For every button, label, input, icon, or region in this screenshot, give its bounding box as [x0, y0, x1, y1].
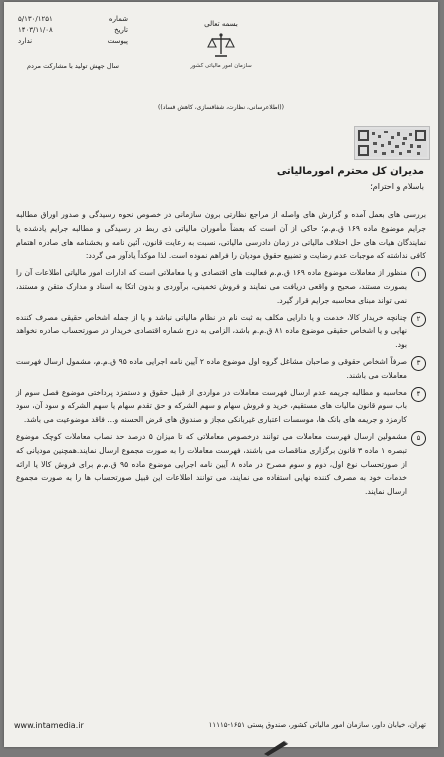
item-text: محاسبه و مطالبه جریمه عدم ارسال فهرست معاملات در مواردی از قبیل حقوق و دستمزد پرداختی موضوع فصل سوم از باب سوم قانون مالیات های مستقیم، خرید و فروش سهام و سهم الشرکه و حق تقدم سهام یا سهم الشرکه و سود آن، سود کارمزد و جریمه های بانک ها، موسسات اعتباری غیربانکی مجاز و صندوق های قرض الحسنه و... فاقد موضوعیت می باشد. — [16, 387, 407, 425]
besm-text: بسمه تعالی — [204, 20, 238, 28]
item-number: ۵ — [411, 431, 426, 446]
meta-attach-row — [18, 36, 128, 47]
list-item — [16, 386, 426, 427]
header-note: ((اطلاعرسانی، نظارت، شفافسازی، کاهش فساد)) — [158, 104, 284, 111]
meta-attach-value: ندارد — [18, 37, 33, 45]
letter-page — [4, 2, 438, 747]
item-text: چنانچه خریدار کالا، خدمت و یا دارایی مکلف به ثبت نام در نظام مالیاتی نباشد و یا از جمله اشخاص حقیقی مصرف کننده نهایی و یا اشخاص حقیقی موضوع ماده ۸۱ ق.م.م باشد، الزامی به درج شماره اقتصادی خریدار در صورتحساب صادره نخواهد بود. — [16, 312, 407, 350]
meta-date-value: ۱۴۰۳/۱۱/۰۸ — [18, 26, 53, 34]
addressee: مدیران کل محترم امورمالیاتی — [276, 166, 424, 177]
item-text: مشمولین ارسال فهرست معاملات می توانند درخصوص معاملاتی که تا میزان ۵ درصد حد نصاب معاملات کوچک موضوع تبصره ۱ ماده ۳ قانون برگزاری مناقصات می باشند، فهرست معاملات را به صورت مجموع ارسال نمایند.همچنین مودیانی که از صورتحساب نوع اول، دوم و سوم مصرح در ماده ۸ آیین نامه اجرایی موضوع ماده ۹۵ ق.م.م برای فروش کالا یا ارائه خدمات خود به مصرف کننده نهایی استفاده می نمایند، می توانند اطلاعات این قبیل صورتحساب ها را به صورت مجموع ارسال نمایند. — [16, 431, 408, 497]
letter-meta — [18, 14, 128, 72]
greeting: باسلام و احترام؛ — [370, 182, 424, 191]
emblem-icon — [206, 32, 236, 60]
item-text: منظور از معاملات موضوع ماده ۱۶۹ ق.م.م فعالیت های اقتصادی و یا معاملاتی است که ادارات امور مالیاتی اطلاعات آن را بصورت مستند، صحیح و واقعی دریافت می نمایند و فروش تخمینی، برآوردی و بدون اتکا به اسناد و مدارک متقن و مستند، نمی تواند مبنای محاسبه جرایم قرار گیرد. — [16, 268, 407, 305]
letterhead — [154, 20, 288, 111]
list-item — [16, 430, 426, 499]
qr-code-icon — [354, 126, 430, 160]
meta-date-label: تاریخ — [114, 26, 128, 34]
item-number: ۴ — [411, 387, 426, 402]
org-name: سازمان امور مالیاتی کشور — [190, 63, 252, 69]
meta-number-label: شماره — [108, 15, 128, 23]
letter-body — [16, 208, 426, 502]
item-text: صرفاً اشخاص حقوقی و صاحبان مشاغل گروه اول موضوع ماده ۲ آیین نامه اجرایی ماده ۹۵ ق.م.م، مشمول ارسال فهرست معاملات می باشند. — [16, 356, 408, 380]
year-slogan: سال جهش تولید با مشارکت مردم — [27, 62, 119, 70]
meta-number-value: ۵/۱۳۰/۱۲۵۱ — [18, 15, 53, 23]
item-number: ۳ — [411, 356, 426, 371]
footer-website: www.intamedia.ir — [14, 720, 84, 730]
item-number: ۲ — [411, 312, 426, 327]
list-item — [16, 311, 426, 352]
intro-paragraph: بررسی های بعمل آمده و گزارش های واصله از مراجع نظارتی برون سازمانی در خصوص نحوه رسیدگی و صدور اوراق مطالبه جرایم موضوع ماده ۱۶۹ ق.م.م؛ حاکی از آن است که بعضاً مأموران مالیاتی ذی ربط در رسیدگی و مطالبه جرایم یادشده یا نمایندگان هیات های حل اختلاف مالیاتی در زمان دادرسی مالیاتی، نسبت به رعایت قانون، آئین نامه و بخشنامه های صادره اهتمام کافی نداشته که موجبات عدم رضایت و تضییع حقوق مودیان را فراهم نموده است. لذا موکداً یادآور می گردد: — [16, 210, 426, 261]
meta-number-row — [18, 14, 128, 25]
list-item — [16, 266, 426, 307]
list-item — [16, 355, 426, 383]
meta-attach-label: پیوست — [107, 37, 128, 45]
item-number: ۱ — [411, 267, 426, 282]
footer-address: تهران، خیابان داور، سازمان امور مالیاتی کشور، صندوق پستی ۱۶۵۱-۱۱۱۱۵ — [208, 721, 426, 729]
letter-footer — [14, 718, 426, 732]
meta-date-row — [18, 25, 128, 36]
pen-icon — [262, 738, 290, 756]
